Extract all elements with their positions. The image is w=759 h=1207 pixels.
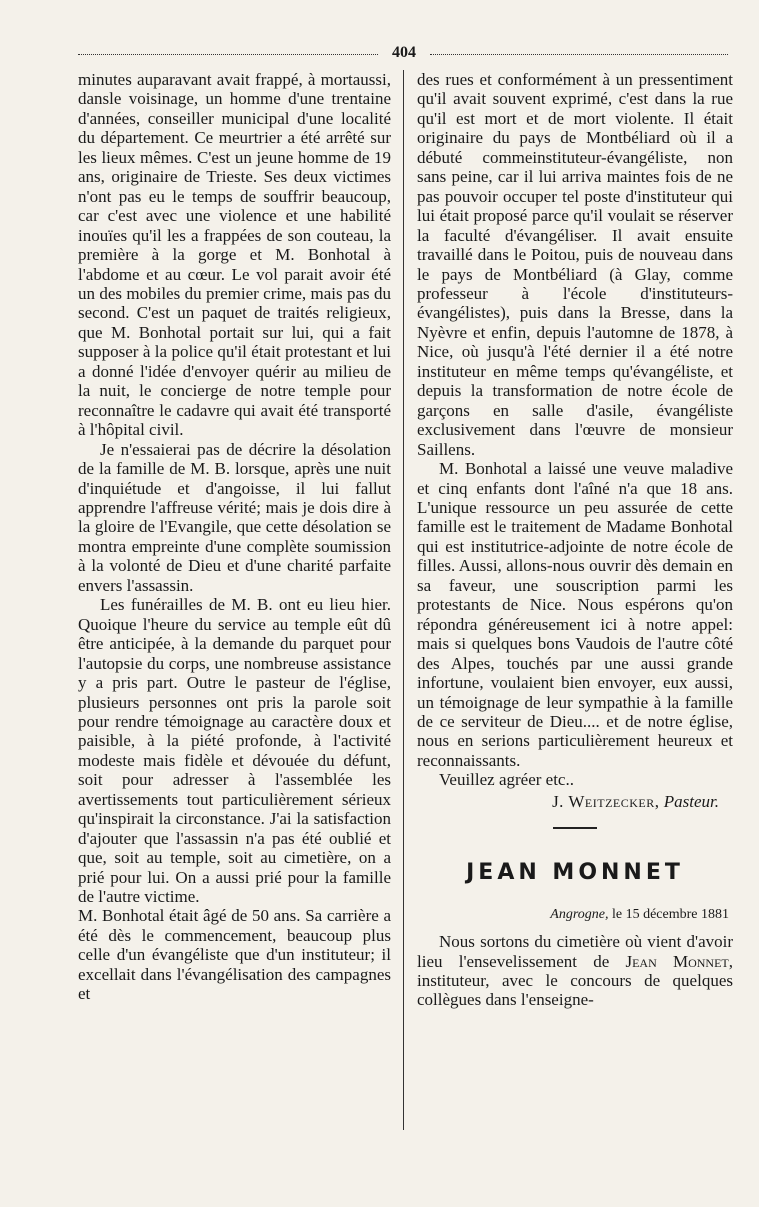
page-number: 404 [392, 44, 416, 61]
obituary-title: JEAN MONNET [466, 860, 684, 886]
paragraph-3: Les funérailles de M. B. ont eu lieu hier. Quoique l'heure du service au temple eût dû être anticipée, à la demande du parquet pour l'autopsie du corps, une nombreuse assistance y a pris part. Outre le pasteur de l'église, plusieurs personnes ont pris la parole soit pour rendre témoignage au caractère doux et paisible, à la piété profonde, à l'activité modeste mais fidèle et dévouée du défunt, soit pour adresser à l'assemblée les avertissements tout particulièrement sérieux qu'inspirait la circonstance. J'ai la satisfaction d'ajouter que l'assassin n'a pas été oublié et que, soit au temple, soit au cimetière, on a prié pour lui. On a aussi prié pour la famille de l'autre victime. [78, 595, 391, 907]
dateline-date: le 15 décembre 1881 [611, 906, 729, 922]
section-separator [553, 827, 597, 829]
dateline-place: Angrogne, [550, 906, 609, 922]
obituary-text-end: , instituteur, avec le concours de quelques collègues dans l'enseigne- [417, 951, 734, 1010]
dateline [417, 905, 733, 924]
signature-name: J. Weitzecker, [552, 791, 660, 811]
obituary-paragraph [417, 932, 733, 1010]
obituary-text-start: Nous sortons du cimetière où vient d'avoir lieu l'ensevelissement de [417, 932, 733, 971]
paragraph-1: minutes auparavant avait frappé, à mortaussi, dansle voisinage, un homme d'une trentaine d'années, conseiller municipal d'une localité du département. Ce meurtrier a été arrêté sur les lieux mêmes. C'est un jeune homme de 19 ans, originaire de Trieste. Ses deux victimes n'ont pas eu le temps de souffrir beaucoup, car c'est avec une violence et une habilité inouïes qu'il les a frappées de son couteau, la première à la gorge et M. Bonhotal à l'abdome et au cœur. Le vol parait avoir été un des mobiles du premier crime, mais pas du second. C'est un paquet de traités religieux, que M. Bonhotal portait sur lui, qui a fait supposer à la police qu'il était protestant et lui a donné l'idée d'envoyer quérir au milieu de la nuit, le concierge de notre temple pour reconnaître le cadavre qui avait été transporté à l'hôpital civil. [78, 70, 391, 440]
obituary-name: Jean Monnet [625, 951, 729, 971]
signature [417, 792, 733, 811]
signature-title: Pasteur. [663, 791, 719, 811]
paragraph-6: M. Bonhotal a laissé une veuve maladive et cinq enfants dont l'aîné n'a que 18 ans. L'unique ressource un peu assurée de cette famille est le traitement de Madame Bonhotal qui est institutrice-adjointe de notre école de filles. Aussi, allons-nous ouvrir dès demain en sa faveur, une souscription parmi les protestants de Nice. Nous espérons qu'on répondra généreusement ici à notre appel: mais si quelques bons Vaudois de l'autre côté des Alpes, touchés par une aussi grande infortune, voulaient bien envoyer, eux aussi, un témoignage de leur sympathie à la famille de ce serviteur de Dieu.... et de notre église, nous en serions particulièrement heureux et reconnaissants. [417, 459, 733, 770]
paragraph-4: M. Bonhotal était âgé de 50 ans. Sa carrière a été dès le commencement, beaucoup plus celle d'un évangéliste que d'un instituteur; il excellait dans l'évangélisation des campagnes et [78, 906, 391, 1004]
header-rule-right [430, 54, 728, 55]
paragraph-5: des rues et conformément à un pressentiment qu'il avait souvent exprimé, c'est dans la rue qu'il est mort et de mort violente. Il était originaire du pays de Montbéliard où il a débuté commeinstituteur-évangéliste, non sans peine, car il lui arriva maintes fois de ne pas pouvoir occuper tel poste d'instituteur qui lui était proposé parce qu'il voulait se réserver la faculté d'évangéliser. Il avait ensuite travaillé dans le Poitou, puis de nouveau dans le pays de Montbéliard (à Glay, comme professeur à l'école d'instituteurs-évangélistes), puis dans la Bresse, dans la Nyèvre et enfin, depuis l'automne de 1878, à Nice, où jusqu'à l'été dernier il a été notre instituteur en même temps qu'évangéliste, et depuis la transformation de notre école de garçons en salle d'asile, évangéliste exclusivement dans l'œuvre de monsieur Saillens. [417, 70, 733, 459]
column-divider [403, 70, 404, 1130]
right-column [417, 70, 733, 1010]
page-header [78, 44, 728, 64]
left-column [78, 70, 391, 1004]
closing-formula: Veuillez agréer etc.. [439, 770, 574, 790]
header-rule-left [78, 54, 378, 55]
paragraph-2: Je n'essaierai pas de décrire la désolation de la famille de M. B. lorsque, après une nuit d'inquiétude et d'angoisse, il lui fallut apprendre l'affreuse vérité; mais je dois dire à la gloire de l'Evangile, que cette désolation se montra empreinte d'une complète soumission à la volonté de Dieu et d'une charité parfaite envers l'assassin. [78, 439, 391, 595]
